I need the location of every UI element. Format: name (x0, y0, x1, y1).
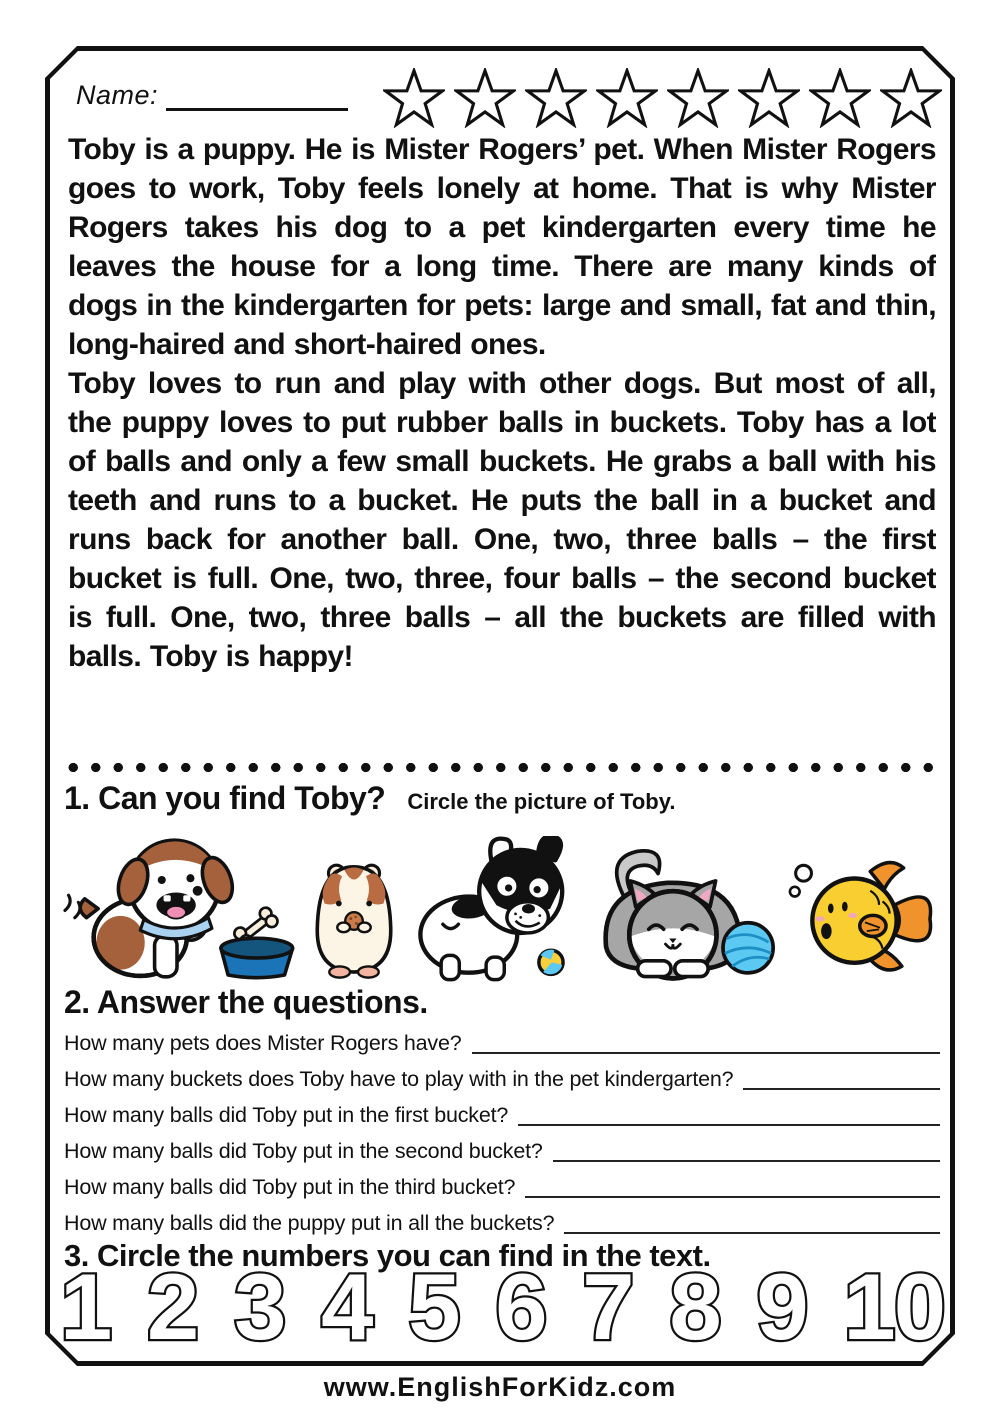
stars-row (383, 68, 942, 128)
question-text: How many balls did Toby put in the second bucket? (64, 1139, 543, 1163)
circle-number-3[interactable]: 3 (234, 1254, 285, 1359)
question-text: How many balls did Toby put in the third bucket? (64, 1175, 516, 1199)
answer-line[interactable] (553, 1160, 940, 1162)
puppy-image[interactable] (56, 828, 298, 984)
answer-line[interactable] (518, 1124, 940, 1126)
circle-number-2[interactable]: 2 (147, 1254, 198, 1359)
dotted-divider (62, 762, 942, 773)
question-row (64, 1166, 940, 1202)
question-text: How many pets does Mister Rogers have? (64, 1031, 462, 1055)
star-icon (525, 68, 587, 128)
circle-number-8[interactable]: 8 (669, 1254, 720, 1359)
cat-image[interactable] (578, 842, 778, 984)
story-paragraph-2: Toby loves to run and play with other dogs. But most of all, the puppy loves to put rubber balls in buckets. Toby has a lot of balls and only a few small buckets. He grabs a ball with his teeth and runs to a bucket. He puts the ball in a bucket and runs back for another ball. One, two, three balls – the first bucket is full. One, two, three, four balls – the second bucket is full. One, two, three balls – all the buckets are filled with balls. Toby is happy! (68, 367, 936, 673)
section1-title: 1. Can you find Toby? (64, 780, 386, 816)
footer-url: www.EnglishForKidz.com (323, 1372, 677, 1402)
question-row (64, 1094, 940, 1130)
section2-title: 2. Answer the questions. (64, 984, 428, 1020)
name-label: Name: (76, 80, 159, 110)
star-icon (667, 68, 729, 128)
question-text: How many buckets does Toby have to play with in the pet kindergarten? (64, 1067, 734, 1091)
question-text: How many balls did Toby put in the first bucket? (64, 1103, 509, 1127)
star-icon (809, 68, 871, 128)
goldfish-image[interactable] (786, 852, 944, 984)
story-text (68, 130, 936, 762)
circle-number-9[interactable]: 9 (756, 1254, 807, 1359)
question-text: How many balls did the puppy put in all the buckets? (64, 1211, 555, 1235)
section1-header (64, 780, 675, 817)
circle-number-7[interactable]: 7 (582, 1254, 633, 1359)
section1-instruction: Circle the picture of Toby. (407, 789, 676, 814)
circle-number-5[interactable]: 5 (408, 1254, 459, 1359)
question-row (64, 1022, 940, 1058)
circle-number-10[interactable]: 10 (843, 1254, 944, 1359)
star-icon (880, 68, 942, 128)
answer-line[interactable] (472, 1052, 941, 1054)
question-row (64, 1130, 940, 1166)
french-bulldog-image[interactable] (410, 836, 570, 984)
circle-number-6[interactable]: 6 (495, 1254, 546, 1359)
star-icon (596, 68, 658, 128)
questions-list (64, 1022, 940, 1238)
star-icon (383, 68, 445, 128)
name-input-line[interactable] (166, 78, 348, 111)
answer-line[interactable] (525, 1196, 940, 1198)
question-row (64, 1058, 940, 1094)
animals-row (56, 818, 944, 984)
answer-line[interactable] (743, 1088, 940, 1090)
name-row (76, 78, 348, 111)
hamster-image[interactable] (306, 854, 402, 984)
question-row (64, 1202, 940, 1238)
circle-number-4[interactable]: 4 (321, 1254, 372, 1359)
circle-number-1[interactable]: 1 (60, 1254, 111, 1359)
star-icon (738, 68, 800, 128)
section3-title: 3. Circle the numbers you can find in the text. (64, 1238, 711, 1273)
star-icon (454, 68, 516, 128)
answer-line[interactable] (564, 1232, 940, 1234)
story-paragraph-1: Toby is a puppy. He is Mister Rogers’ pet. When Mister Rogers goes to work, Toby feels lonely at home. That is why Mister Rogers takes his dog to a pet kindergarten every time he leaves the house for a long time. There are many kinds of dogs in the kindergarten for pets: large and small, fat and thin, long-haired and short-haired ones. (68, 133, 936, 361)
